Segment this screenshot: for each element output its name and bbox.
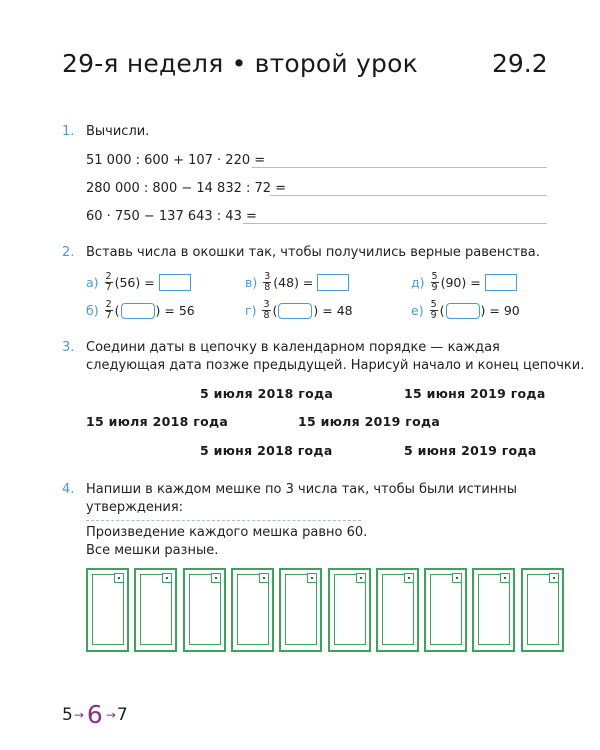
bag-inner-frame xyxy=(92,574,124,645)
task-3-number: 3. xyxy=(62,340,75,355)
task-2-item-b xyxy=(86,300,195,321)
bag-box[interactable] xyxy=(424,568,467,652)
bag-inner-frame xyxy=(382,574,414,645)
item-argument: (48) = xyxy=(273,275,314,290)
date-item[interactable]: 5 июля 2018 года xyxy=(200,386,334,401)
answer-box[interactable] xyxy=(317,274,349,291)
bag-inner-frame xyxy=(140,574,172,645)
page-navigation xyxy=(62,700,128,729)
statement-1: Произведение каждого мешка равно 60. xyxy=(86,525,368,540)
fraction: $\frac{3}{8}$ xyxy=(263,299,270,321)
bag-corner-mark xyxy=(114,573,124,583)
bag-inner-frame xyxy=(285,574,317,645)
dot-icon xyxy=(360,577,362,579)
bag-corner-mark xyxy=(500,573,510,583)
fraction: $\frac{2}{7}$ xyxy=(105,299,112,321)
next-page-number[interactable]: 7 xyxy=(116,704,128,725)
item-label: а) xyxy=(86,275,99,290)
bag-box[interactable] xyxy=(521,568,564,652)
task-2-item-d xyxy=(411,272,517,293)
item-argument: (90) = xyxy=(440,275,481,290)
open-paren: ( xyxy=(114,303,120,318)
fraction: $\frac{2}{7}$ xyxy=(105,271,112,293)
task-1-answer-line-3[interactable] xyxy=(243,223,547,224)
statement-2: Все мешки разные. xyxy=(86,543,219,558)
task-1-expression-1: 51 000 : 600 + 107 · 220 = xyxy=(86,153,266,168)
dot-icon xyxy=(118,577,120,579)
task-2-item-a xyxy=(86,272,191,293)
bag-box[interactable] xyxy=(231,568,274,652)
dot-icon xyxy=(456,577,458,579)
bag-corner-mark xyxy=(211,573,221,583)
bag-inner-frame xyxy=(478,574,510,645)
current-page-number: 6 xyxy=(86,700,103,729)
task-3-line-1: Соедини даты в цепочку в календарном порядке — каждая xyxy=(86,340,500,355)
answer-box[interactable] xyxy=(278,303,312,319)
fraction: $\frac{5}{9}$ xyxy=(431,271,438,293)
task-1-answer-line-1[interactable] xyxy=(252,167,547,168)
answer-box[interactable] xyxy=(446,303,480,319)
task-4-line-2: утверждения: xyxy=(86,500,184,515)
item-result: ) = 56 xyxy=(155,303,195,318)
dot-icon xyxy=(166,577,168,579)
bag-inner-frame xyxy=(237,574,269,645)
bag-box[interactable] xyxy=(279,568,322,652)
date-item[interactable]: 5 июня 2018 года xyxy=(200,443,333,458)
task-2-item-e xyxy=(411,300,520,321)
bag-corner-mark xyxy=(356,573,366,583)
dot-icon xyxy=(215,577,217,579)
bag-corner-mark xyxy=(452,573,462,583)
dot-icon xyxy=(504,577,506,579)
date-item[interactable]: 5 июня 2019 года xyxy=(404,443,537,458)
task-2-item-g xyxy=(245,300,353,321)
task-1-number: 1. xyxy=(62,124,75,139)
bag-inner-frame xyxy=(527,574,559,645)
item-label: б) xyxy=(86,303,99,318)
item-label: д) xyxy=(411,275,425,290)
bag-corner-mark xyxy=(307,573,317,583)
prev-page-number[interactable]: 5 xyxy=(62,704,73,725)
item-label: в) xyxy=(245,275,258,290)
task-1-expression-2: 280 000 : 800 − 14 832 : 72 = xyxy=(86,181,287,196)
statement-divider xyxy=(86,520,361,521)
item-result: ) = 48 xyxy=(313,303,353,318)
task-2-instruction: Вставь числа в окошки так, чтобы получились верные равенства. xyxy=(86,245,540,260)
task-1-expression-3: 60 · 750 − 137 643 : 43 = xyxy=(86,209,257,224)
task-1-instruction: Вычисли. xyxy=(86,124,150,139)
dot-icon xyxy=(553,577,555,579)
bag-corner-mark xyxy=(549,573,559,583)
item-label: е) xyxy=(411,303,424,318)
dot-icon xyxy=(311,577,313,579)
arrow-right-icon: → xyxy=(73,707,84,722)
bag-inner-frame xyxy=(430,574,462,645)
open-paren: ( xyxy=(439,303,445,318)
bag-box[interactable] xyxy=(328,568,371,652)
date-item[interactable]: 15 июня 2019 года xyxy=(404,386,546,401)
bag-inner-frame xyxy=(334,574,366,645)
date-item[interactable]: 15 июля 2018 года xyxy=(86,414,229,429)
item-label: г) xyxy=(245,303,257,318)
answer-box[interactable] xyxy=(485,274,517,291)
task-2-item-v xyxy=(245,272,349,293)
bag-corner-mark xyxy=(404,573,414,583)
open-paren: ( xyxy=(272,303,278,318)
dot-icon xyxy=(263,577,265,579)
lesson-code: 29.2 xyxy=(492,49,548,78)
bag-box[interactable] xyxy=(183,568,226,652)
task-2-number: 2. xyxy=(62,245,75,260)
item-argument: (56) = xyxy=(114,275,155,290)
page-title: 29-я неделя • второй урок xyxy=(62,49,418,78)
bag-box[interactable] xyxy=(134,568,177,652)
date-item[interactable]: 15 июля 2019 года xyxy=(298,414,441,429)
dot-icon xyxy=(408,577,410,579)
task-4-number: 4. xyxy=(62,482,75,497)
bag-box[interactable] xyxy=(472,568,515,652)
task-4-line-1: Напиши в каждом мешке по 3 числа так, чтобы были истинны xyxy=(86,482,518,497)
bag-inner-frame xyxy=(189,574,221,645)
task-3-line-2: следующая дата позже предыдущей. Нарисуй начало и конец цепочки. xyxy=(86,358,585,373)
answer-box[interactable] xyxy=(159,274,191,291)
bag-box[interactable] xyxy=(86,568,129,652)
fraction: $\frac{5}{9}$ xyxy=(430,299,437,321)
task-1-answer-line-2[interactable] xyxy=(270,195,547,196)
bag-box[interactable] xyxy=(376,568,419,652)
bag-corner-mark xyxy=(162,573,172,583)
arrow-right-icon: → xyxy=(105,707,116,722)
fraction: $\frac{3}{8}$ xyxy=(264,271,271,293)
bag-corner-mark xyxy=(259,573,269,583)
answer-box[interactable] xyxy=(121,303,155,319)
item-result: ) = 90 xyxy=(480,303,520,318)
